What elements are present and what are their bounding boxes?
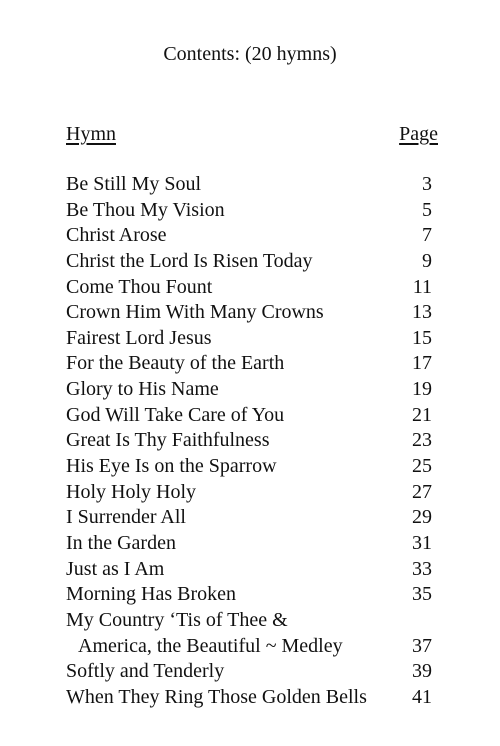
- hymn-page-number: 39: [412, 660, 432, 683]
- hymn-page-number: 7: [422, 224, 432, 247]
- hymn-title: I Surrender All: [66, 506, 186, 529]
- hymn-title: Just as I Am: [66, 557, 165, 580]
- list-item: [66, 480, 438, 506]
- list-item: [66, 531, 438, 557]
- hymn-page-number: 31: [412, 531, 432, 554]
- hymn-page-number: 13: [412, 301, 432, 324]
- hymn-page-number: 11: [412, 275, 432, 298]
- list-item: [66, 582, 438, 608]
- hymn-column-header: Hymn: [66, 123, 116, 145]
- hymn-title: In the Garden: [66, 531, 176, 554]
- list-item: [66, 685, 438, 711]
- hymn-page-number: 25: [412, 455, 432, 478]
- hymn-title: Great Is Thy Faithfulness: [66, 429, 270, 452]
- list-item: [66, 659, 438, 685]
- hymn-title: Holy Holy Holy: [66, 480, 196, 503]
- hymn-list: [66, 172, 438, 710]
- hymn-title: Fairest Lord Jesus: [66, 326, 212, 349]
- hymn-page-number: 33: [412, 557, 432, 580]
- list-item: [66, 454, 438, 480]
- hymn-title: Be Thou My Vision: [66, 198, 225, 221]
- hymn-page-number: 3: [422, 173, 432, 195]
- hymn-page-number: 9: [422, 249, 432, 272]
- hymn-page-number: 19: [412, 378, 432, 401]
- hymn-page-number: 15: [412, 326, 432, 349]
- list-item: [66, 326, 438, 352]
- hymn-title: Morning Has Broken: [66, 583, 236, 606]
- hymn-page-number: 23: [412, 429, 432, 452]
- hymn-title: Christ Arose: [66, 224, 167, 247]
- list-item: [66, 403, 438, 429]
- hymn-title: Crown Him With Many Crowns: [66, 301, 324, 324]
- hymn-title: Glory to His Name: [66, 378, 219, 401]
- hymn-page-number: 35: [412, 583, 432, 606]
- hymn-title-continuation: America, the Beautiful ~ Medley: [78, 634, 343, 657]
- list-item: [66, 608, 438, 659]
- page-column-header: Page: [399, 123, 438, 145]
- hymn-title: For the Beauty of the Earth: [66, 352, 285, 375]
- list-item: [66, 300, 438, 326]
- hymn-page-number: 29: [412, 506, 432, 529]
- list-item: [66, 428, 438, 454]
- hymn-title: My Country ‘Tis of Thee &: [66, 608, 288, 631]
- list-item: [66, 377, 438, 403]
- list-item: [66, 172, 438, 198]
- hymn-page-number: 5: [422, 198, 432, 221]
- hymn-page-number: 21: [412, 403, 432, 426]
- hymn-title: Be Still My Soul: [66, 173, 202, 195]
- list-item: [66, 249, 438, 275]
- list-item: [66, 198, 438, 224]
- hymn-page-number: 41: [412, 685, 432, 708]
- hymn-title: Come Thou Fount: [66, 275, 213, 298]
- hymn-title: Softly and Tenderly: [66, 660, 225, 683]
- page-title: Contents: (20 hymns): [163, 43, 337, 65]
- hymn-title: God Will Take Care of You: [66, 403, 285, 426]
- list-item: [66, 351, 438, 377]
- hymn-title: When They Ring Those Golden Bells: [66, 685, 367, 708]
- list-item: [66, 275, 438, 301]
- hymn-title: Christ the Lord Is Risen Today: [66, 249, 313, 272]
- hymn-page-number: 17: [412, 352, 432, 375]
- list-item: [66, 505, 438, 531]
- hymn-page-number: 27: [412, 480, 432, 503]
- hymn-page-number: 37: [412, 634, 432, 657]
- hymn-title: His Eye Is on the Sparrow: [66, 455, 277, 478]
- list-item: [66, 557, 438, 583]
- list-item: [66, 223, 438, 249]
